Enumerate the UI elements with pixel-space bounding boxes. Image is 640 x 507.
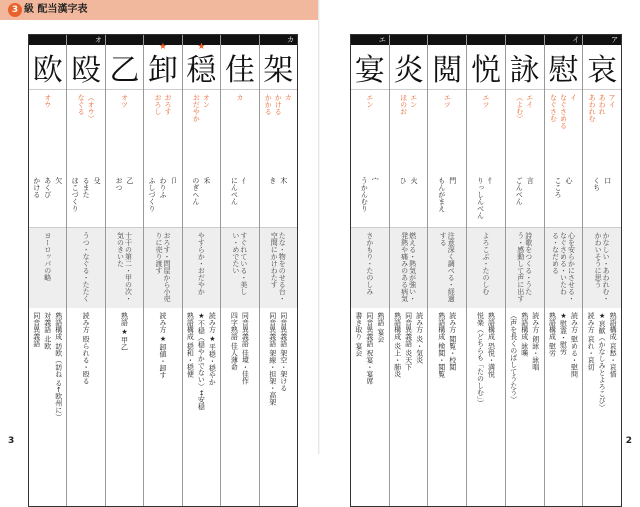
kanji-character	[390, 45, 428, 90]
kanji-glyph: 詠	[509, 53, 540, 88]
radical-text: あくび	[43, 177, 52, 198]
radical-cell	[467, 174, 505, 228]
meaning-text: おろす・問屋から小売りに売り渡す	[154, 232, 171, 302]
meaning-cell	[506, 228, 544, 308]
kanji-glyph: 宴	[354, 53, 385, 88]
on-reading: （オウ）	[87, 94, 96, 122]
radical-text: 火	[410, 177, 419, 184]
left-page	[0, 0, 320, 454]
kanji-column	[67, 35, 105, 506]
on-reading: イ	[569, 94, 578, 101]
on-reading: エン	[409, 94, 418, 108]
radical-text: ひ	[399, 177, 408, 184]
kanji-glyph: 殴	[71, 53, 102, 88]
kun-reading: おろし	[153, 94, 162, 115]
example-text: ★哀歓（かなしみとよろこび）	[598, 312, 607, 411]
kanji-column	[221, 35, 259, 506]
reading-cell	[29, 90, 66, 174]
section-label: ア	[583, 35, 621, 45]
meaning-cell	[390, 228, 428, 308]
meaning-text: すぐれている・美しい・めでたい	[231, 232, 248, 295]
reading-cell	[506, 90, 544, 174]
kanji-glyph: 炎	[393, 53, 424, 88]
kanji-column	[106, 35, 144, 506]
example-text: 熟語構成 哀愁・哀惜	[609, 312, 618, 378]
kun-reading: なぐる	[77, 94, 86, 115]
header-fill	[221, 35, 258, 45]
radical-text: き	[268, 177, 277, 184]
meaning-cell	[545, 228, 583, 308]
header-fill	[428, 35, 466, 45]
page-title: 級 配当漢字表	[24, 4, 88, 15]
reading-cell	[428, 90, 466, 174]
kanji-character	[260, 45, 297, 90]
kanji-column	[428, 35, 467, 506]
radical-text: もんがまえ	[437, 177, 446, 212]
examples-cell	[221, 308, 258, 506]
reading-cell	[260, 90, 297, 174]
header-fill	[106, 35, 143, 45]
radical-text: 言	[526, 177, 535, 184]
reading-cell	[390, 90, 428, 174]
examples-cell	[545, 308, 583, 506]
kanji-glyph: 卸	[147, 53, 178, 88]
kun-reading: あわれ	[598, 94, 607, 115]
radical-text: 殳	[93, 177, 102, 184]
kun-reading: おだやか	[192, 94, 201, 122]
example-text: 対義語 北欧	[43, 312, 52, 350]
example-text: 同音異義語 祝宴・宴席	[365, 312, 374, 385]
kanji-character	[183, 42, 220, 90]
example-text: 読み方 殴られる・殴る	[82, 312, 91, 385]
kanji-character	[351, 45, 389, 90]
radical-text: ふしづくり	[147, 177, 156, 212]
radical-text: 木	[279, 177, 288, 184]
on-reading: エイ	[525, 94, 534, 108]
kanji-character	[221, 45, 258, 90]
meaning-cell	[467, 228, 505, 308]
example-text: 同音異義語 架空・架ける	[279, 312, 288, 392]
meaning-cell	[260, 228, 297, 308]
radical-text: ごんべん	[515, 177, 524, 205]
radical-cell	[351, 174, 389, 228]
radical-text: 口	[603, 177, 612, 184]
meaning-cell	[428, 228, 466, 308]
examples-cell	[183, 308, 220, 506]
example-text: 書き取り 宴会	[354, 312, 363, 357]
on-reading: エツ	[443, 94, 452, 108]
header-fill	[467, 35, 505, 45]
kanji-character	[106, 45, 143, 90]
example-text: 同音異義語 架線・担架・高架	[268, 312, 277, 406]
kanji-character	[144, 42, 181, 90]
example-text: 熟語 ★甲乙	[120, 312, 129, 351]
example-text: 四字熟語 佳人薄命	[230, 312, 239, 371]
radical-text: わりふ	[158, 177, 167, 198]
radical-cell	[428, 174, 466, 228]
examples-cell	[428, 308, 466, 506]
example-text: 悦楽（どちらも「たのしむ」）	[476, 312, 485, 407]
meaning-cell	[106, 228, 143, 308]
kanji-column	[29, 35, 67, 506]
radical-text: 宀	[371, 177, 380, 184]
examples-cell	[67, 308, 104, 506]
kanji-column	[506, 35, 545, 506]
section-label: カ	[260, 35, 297, 45]
kun-reading: おろす	[163, 94, 172, 115]
radical-text: 乙	[126, 177, 135, 184]
example-text: 熟語構成 訪欧（訪ね る←欧州に）	[54, 312, 63, 421]
radical-text: るまた	[82, 177, 91, 198]
example-text: 読み方 朗詠・詠唱	[531, 312, 540, 371]
reading-cell	[467, 90, 505, 174]
examples-cell	[390, 308, 428, 506]
kanji-column	[144, 35, 182, 506]
meaning-text: 注意深く調べる・経過する	[439, 232, 456, 302]
radical-cell	[506, 174, 544, 228]
section-label: イ	[545, 35, 583, 45]
kanji-glyph: 架	[263, 53, 294, 88]
kanji-glyph: 乙	[109, 53, 140, 88]
kanji-glyph: 閲	[432, 53, 463, 88]
meaning-cell	[351, 228, 389, 308]
kanji-glyph: 穏	[186, 53, 217, 88]
kanji-column	[260, 35, 297, 506]
kanji-column	[467, 35, 506, 506]
kanji-glyph: 悦	[471, 53, 502, 88]
on-reading: オウ	[43, 94, 52, 108]
meaning-text: ヨーロッパの略	[43, 232, 52, 281]
kun-reading: あわれむ	[588, 94, 597, 122]
radical-text: 欠	[54, 177, 63, 184]
kun-reading: なぐさめる	[559, 94, 568, 129]
meaning-text: よろこぶ・たのしむ	[482, 232, 491, 295]
radical-text: おつ	[115, 177, 124, 191]
meaning-text: かなしい・あわれむ・かわいそうに思う	[594, 232, 611, 302]
star-icon: ★	[197, 42, 206, 52]
kanji-character	[29, 45, 66, 90]
radical-text: 心	[564, 177, 573, 184]
example-text: 熟語構成 恐悦・満悦	[487, 312, 496, 378]
on-reading: カ	[284, 94, 293, 101]
example-text: 読み方 閲覧・校閲	[448, 312, 457, 371]
example-text: 読み方 ★平穏・穏やか	[208, 312, 217, 386]
meaning-cell	[221, 228, 258, 308]
on-reading: エツ	[482, 94, 491, 108]
header-fill	[390, 35, 428, 45]
examples-cell	[29, 308, 66, 506]
radical-cell	[67, 174, 104, 228]
example-text: 読み方 哀れ・哀切	[587, 312, 596, 371]
kun-reading: ほのお	[399, 94, 408, 115]
example-text: ★不穏（穏やかでない）↔安穏	[197, 312, 206, 410]
kanji-character	[506, 45, 544, 90]
reading-cell	[583, 90, 621, 174]
kanji-character	[583, 45, 621, 90]
kanji-column	[183, 35, 221, 506]
examples-cell	[467, 308, 505, 506]
reading-cell	[221, 90, 258, 174]
meaning-cell	[583, 228, 621, 308]
meaning-text: やすらか・おだやか	[197, 232, 206, 295]
meaning-text: 心を安らかにさせる・なぐさめる・いたわる・なだめる	[551, 232, 576, 302]
radical-cell	[221, 174, 258, 228]
example-text: （声を長くのばしてうたう）	[509, 312, 518, 403]
radical-text: かける	[32, 177, 41, 198]
right-page	[320, 0, 640, 454]
header-fill	[506, 35, 544, 45]
page-number-right: 2	[625, 436, 632, 446]
page-header-bar	[0, 0, 320, 20]
kanji-glyph: 佳	[224, 53, 255, 88]
kanji-glyph: 哀	[587, 53, 618, 88]
on-reading: カ	[235, 94, 244, 101]
meaning-cell	[29, 228, 66, 308]
radical-text: 亻	[241, 177, 250, 184]
radical-cell	[545, 174, 583, 228]
reading-cell	[183, 90, 220, 174]
meaning-text: うつ・なぐる・たたく	[82, 232, 91, 302]
kanji-character	[428, 45, 466, 90]
radical-text: うかんむり	[360, 177, 369, 212]
radical-text: くち	[592, 177, 601, 191]
example-text: 熟語構成 炎上・肺炎	[393, 312, 402, 378]
example-text: 読み方 慰める・慰問	[570, 312, 579, 378]
reading-cell	[351, 90, 389, 174]
radical-text: 卩	[169, 177, 178, 184]
kanji-column	[351, 35, 390, 506]
reading-cell	[144, 90, 181, 174]
example-text: 熟語構成 慰労	[548, 312, 557, 357]
example-text: 同音異義語 佳境・佳作	[241, 312, 250, 385]
radical-text: 禾	[202, 177, 211, 184]
kanji-table-right	[350, 34, 622, 507]
meaning-text: さかもり・たのしみ	[365, 232, 374, 295]
radical-cell	[29, 174, 66, 228]
example-text: 読み方 ★卸値・卸す	[158, 312, 167, 379]
example-text: 熟語構成 検閲・閲覧	[437, 312, 446, 378]
radical-text: りっしんべん	[476, 177, 485, 219]
kun-reading: なぐさむ	[549, 94, 558, 122]
meaning-text: たな・物をのせる台・空間にかけわたす	[270, 232, 287, 302]
example-text: 熟語 宴会	[376, 312, 385, 343]
star-icon: ★	[158, 42, 168, 52]
kanji-character	[545, 45, 583, 90]
kanji-column	[583, 35, 621, 506]
kanji-glyph: 慰	[548, 53, 579, 88]
header-fill	[29, 35, 66, 45]
examples-cell	[144, 308, 181, 506]
examples-cell	[583, 308, 621, 506]
meaning-cell	[144, 228, 181, 308]
kanji-glyph: 欧	[32, 53, 63, 88]
example-text: ★慰霊・慰労	[559, 312, 568, 355]
example-text: 読み方 炎・気炎	[415, 312, 424, 364]
on-reading: エン	[365, 94, 374, 108]
on-reading: オツ	[120, 94, 129, 108]
meaning-text: 十干の第二・甲の次・気のきいた	[116, 232, 133, 302]
radical-text: のぎへん	[191, 177, 200, 205]
example-text: 同音異義語	[32, 312, 41, 347]
radical-cell	[144, 174, 181, 228]
example-text: 熟語構成 詠嘆	[520, 312, 529, 357]
radical-text: にんべん	[230, 177, 239, 205]
kun-reading: かかる	[264, 94, 273, 115]
radical-cell	[106, 174, 143, 228]
radical-text: こころ	[553, 177, 562, 198]
kanji-column	[390, 35, 429, 506]
meaning-text: 詩歌をつくる・うたう・感動して声に出す	[516, 232, 533, 302]
radical-cell	[183, 174, 220, 228]
page-number-left: 3	[8, 436, 15, 446]
radical-cell	[260, 174, 297, 228]
kanji-character	[67, 45, 104, 90]
radical-cell	[390, 174, 428, 228]
examples-cell	[106, 308, 143, 506]
reading-cell	[545, 90, 583, 174]
radical-cell	[583, 174, 621, 228]
kanji-table-left	[28, 34, 298, 507]
kanji-character	[467, 45, 505, 90]
radical-text: ほこづくり	[71, 177, 80, 212]
kun-reading: （よむ）	[515, 94, 524, 122]
meaning-text: 燃える・熱気が強い・発熱や痛みのある病気	[400, 232, 417, 302]
examples-cell	[351, 308, 389, 506]
meaning-cell	[67, 228, 104, 308]
example-text: 同音異義語 炎天下	[404, 312, 413, 371]
example-text: 熟語構成 穏和・穏便	[186, 312, 195, 378]
on-reading: オン	[202, 94, 211, 108]
kun-reading: かける	[274, 94, 283, 115]
grade-badge: 3	[8, 3, 22, 17]
section-label: オ	[67, 35, 104, 45]
on-reading: アイ	[608, 94, 617, 108]
reading-cell	[67, 90, 104, 174]
kanji-column	[545, 35, 584, 506]
radical-text: 門	[448, 177, 457, 184]
section-label: エ	[351, 35, 389, 45]
examples-cell	[260, 308, 297, 506]
radical-text: 忄	[487, 177, 496, 184]
reading-cell	[106, 90, 143, 174]
meaning-cell	[183, 228, 220, 308]
examples-cell	[506, 308, 544, 506]
